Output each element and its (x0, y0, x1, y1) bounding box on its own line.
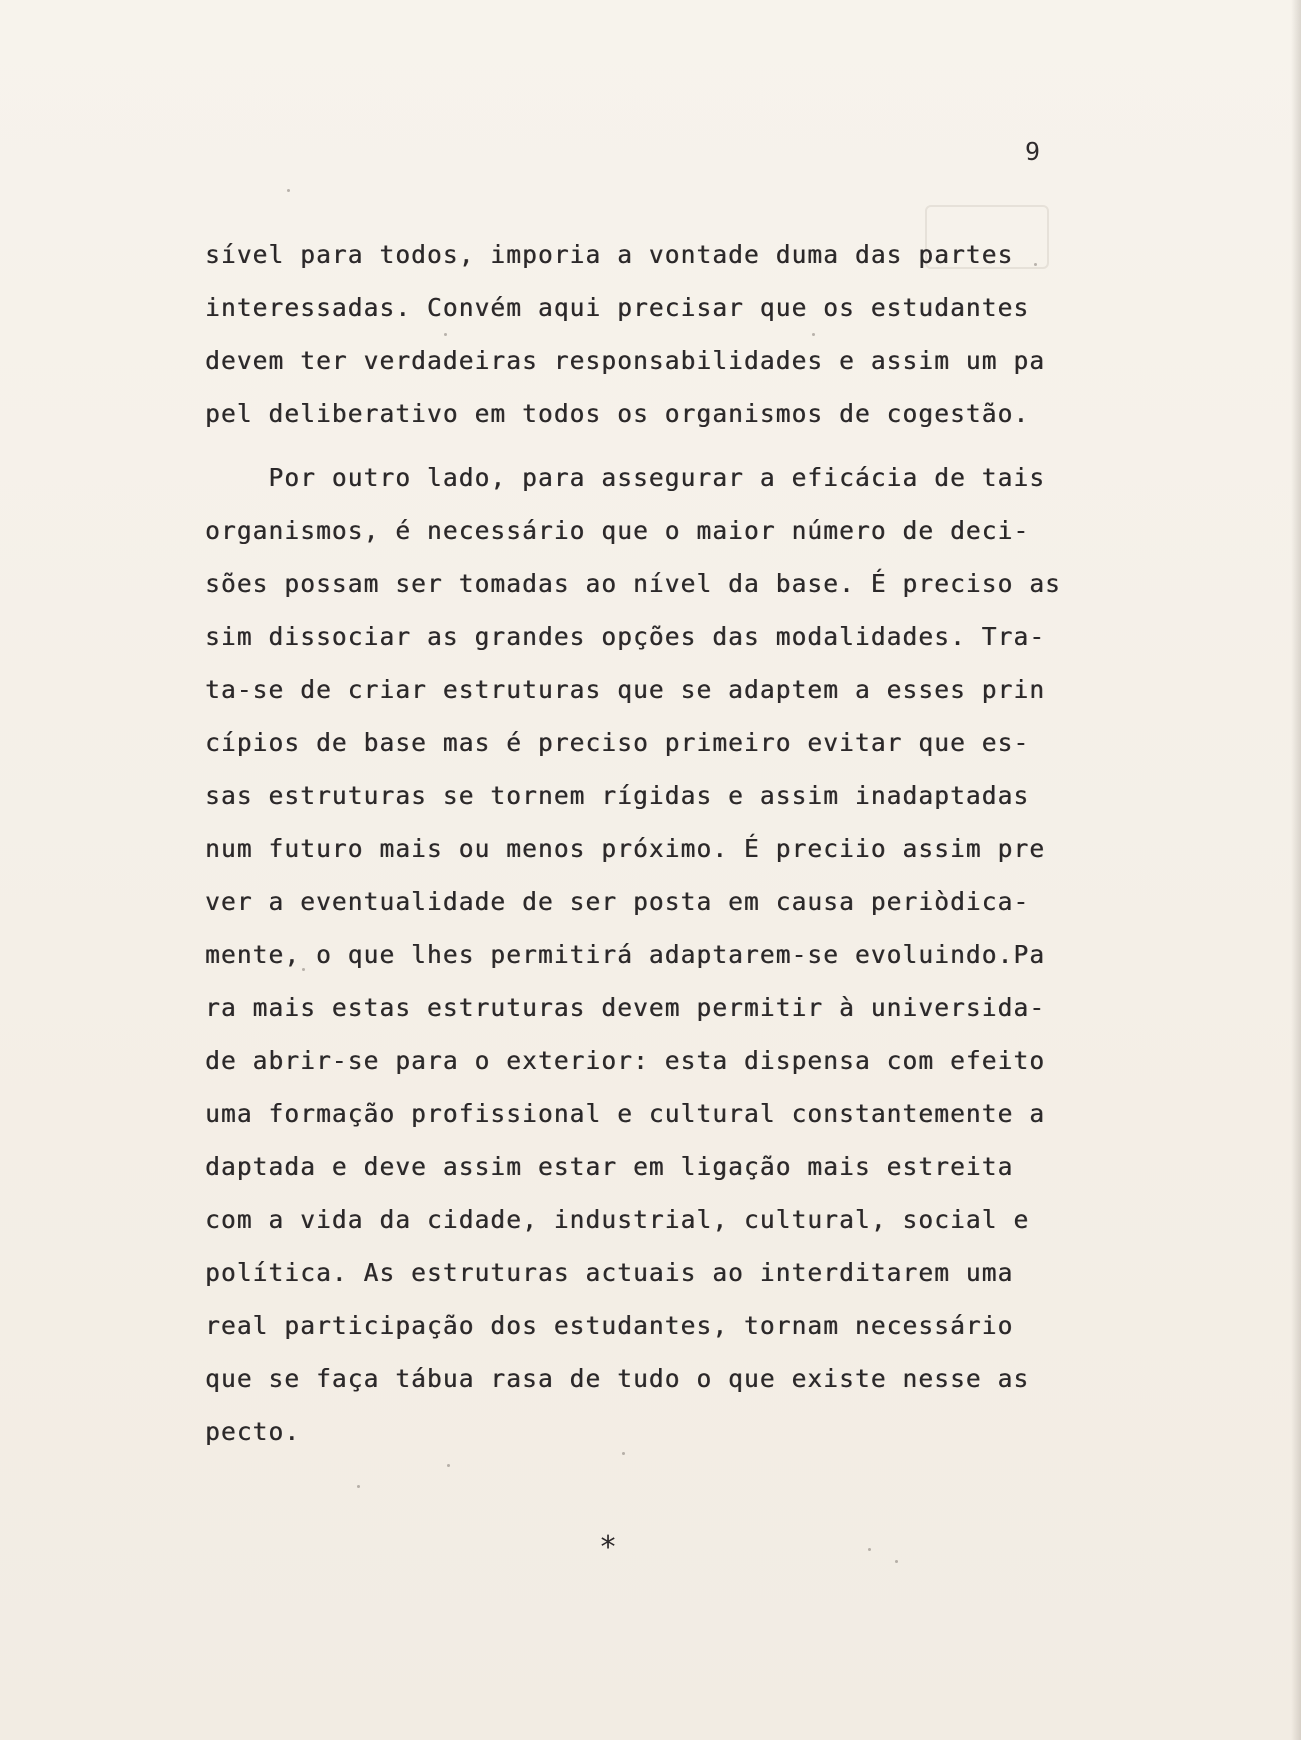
paper-speck (812, 333, 815, 336)
text-line-20: política. As estruturas actuais ao interditarem uma (205, 1258, 1014, 1287)
paper-speck (357, 1485, 360, 1488)
text-line-12: num futuro mais ou menos próximo. É preciio assim pre (205, 834, 1046, 863)
paper-speck (622, 1452, 625, 1455)
text-line-10: cípios de base mas é preciso primeiro evitar que es- (205, 728, 1030, 757)
page-edge-shadow (1291, 0, 1301, 1740)
text-line-17: uma formação profissional e cultural constantemente a (205, 1099, 1046, 1128)
text-line-22: que se faça tábua rasa de tudo o que existe nesse as (205, 1364, 1030, 1393)
text-line-9: ta-se de criar estruturas que se adaptem a esses prin (205, 675, 1046, 704)
text-line-7: sões possam ser tomadas ao nível da base. É preciso as (205, 569, 1061, 598)
text-line-4: pel deliberativo em todos os organismos de cogestão. (205, 399, 1030, 428)
text-line-19: com a vida da cidade, industrial, cultural, social e (205, 1205, 1030, 1234)
text-line-3: devem ter verdadeiras responsabilidades e assim um pa (205, 346, 1046, 375)
paper-speck (868, 1548, 871, 1551)
text-line-23: pecto. (205, 1417, 301, 1446)
text-line-2: interessadas. Convém aqui precisar que os estudantes (205, 293, 1030, 322)
text-line-8: sim dissociar as grandes opções das modalidades. Tra- (205, 622, 1046, 651)
text-line-1: sível para todos, imporia a vontade duma das partes (205, 240, 1014, 269)
page-number: 9 (1025, 137, 1041, 166)
text-line-11: sas estruturas se tornem rígidas e assim inadaptadas (205, 781, 1030, 810)
text-line-18: daptada e deve assim estar em ligação mais estreita (205, 1152, 1014, 1181)
text-line-6: organismos, é necessário que o maior número de deci- (205, 516, 1030, 545)
paper-speck (302, 968, 305, 971)
end-asterisk: * (599, 1530, 618, 1565)
text-line-21: real participação dos estudantes, tornam necessário (205, 1311, 1014, 1340)
paper-speck (287, 189, 290, 192)
text-line-13: ver a eventualidade de ser posta em causa periòdica- (205, 887, 1030, 916)
paper-speck (1034, 263, 1037, 266)
paper-speck (447, 1464, 450, 1467)
paper-speck (895, 1560, 898, 1563)
paper-speck (444, 333, 447, 336)
text-line-14: mente, o que lhes permitirá adaptarem-se evoluindo.Pa (205, 940, 1046, 969)
text-line-16: de abrir-se para o exterior: esta dispensa com efeito (205, 1046, 1046, 1075)
text-line-5: Por outro lado, para assegurar a eficácia de tais (205, 463, 1046, 492)
text-line-15: ra mais estas estruturas devem permitir à universida- (205, 993, 1046, 1022)
